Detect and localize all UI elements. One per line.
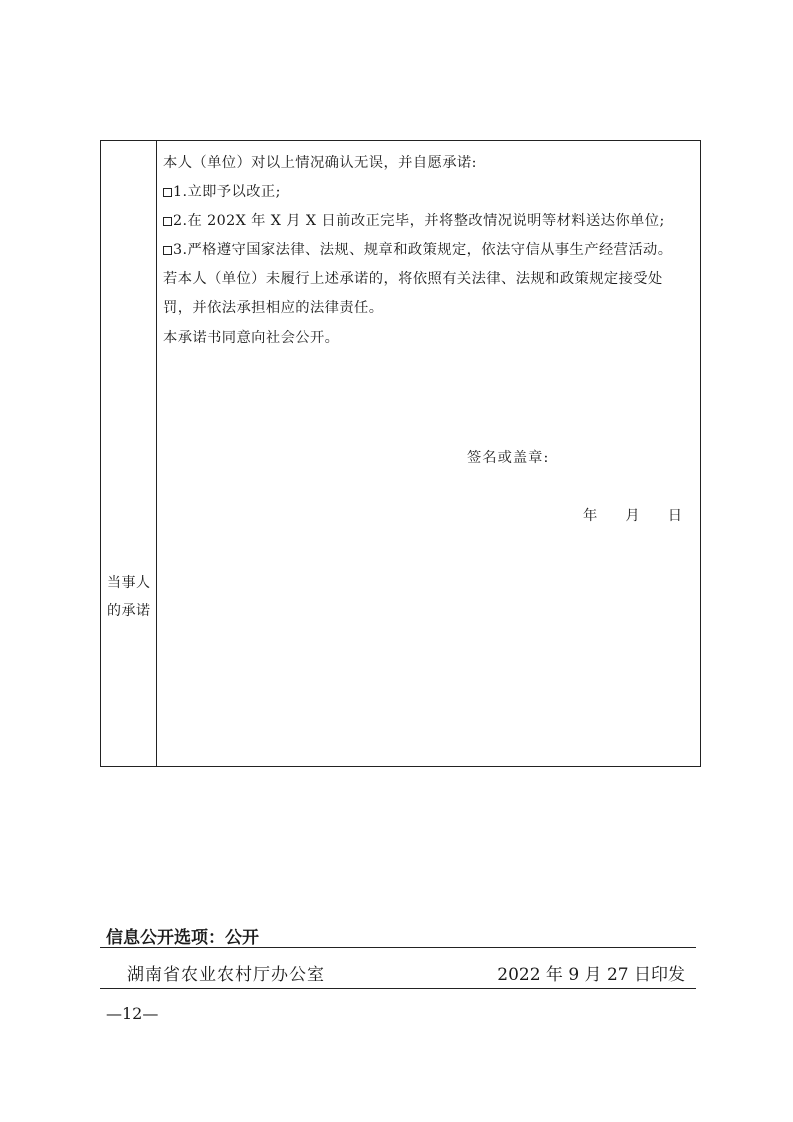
date-month: 月 bbox=[625, 508, 640, 524]
page-number: —12— bbox=[106, 1004, 159, 1023]
disclosure-option: 信息公开选项：公开 bbox=[106, 928, 259, 948]
label-line-1: 当事人 bbox=[107, 575, 151, 591]
label-cell bbox=[101, 141, 157, 766]
breach-text-line-1: 若本人（单位）未履行上述承诺的，将依照有关法律、法规和政策规定接受处 bbox=[163, 271, 663, 287]
option-immediate-fix: 1.立即予以改正; bbox=[163, 182, 281, 202]
option-fix-by-date: 2.在 202X 年 X 月 X 日前改正完毕，并将整改情况说明等材料送达你单位; bbox=[163, 211, 665, 231]
content-cell bbox=[157, 141, 700, 766]
commitment-table bbox=[100, 140, 701, 767]
issue-date: 2022 年 9 月 27 日印发 bbox=[497, 965, 685, 985]
option-comply-law: 3.严格遵守国家法律、法规、规章和政策规定，依法守信从事生产经营活动。 bbox=[163, 240, 672, 260]
checkbox[interactable] bbox=[163, 217, 172, 226]
footer-rule-top bbox=[100, 947, 696, 948]
signature-label: 签名或盖章: bbox=[467, 450, 550, 466]
intro-text: 本人（单位）对以上情况确认无误，并自愿承诺: bbox=[163, 155, 477, 171]
issuer: 湖南省农业农村厅办公室 bbox=[127, 965, 325, 985]
date-day: 日 bbox=[667, 508, 683, 524]
checkbox[interactable] bbox=[163, 188, 172, 197]
breach-text-line-2: 罚，并依法承担相应的法律责任。 bbox=[163, 300, 384, 316]
checkbox[interactable] bbox=[163, 246, 172, 255]
date-line bbox=[583, 505, 682, 525]
label-line-2: 的承诺 bbox=[107, 603, 151, 619]
date-year: 年 bbox=[583, 508, 598, 524]
disclosure-consent: 本承诺书同意向社会公开。 bbox=[163, 330, 340, 346]
footer-rule-bottom bbox=[100, 988, 696, 989]
